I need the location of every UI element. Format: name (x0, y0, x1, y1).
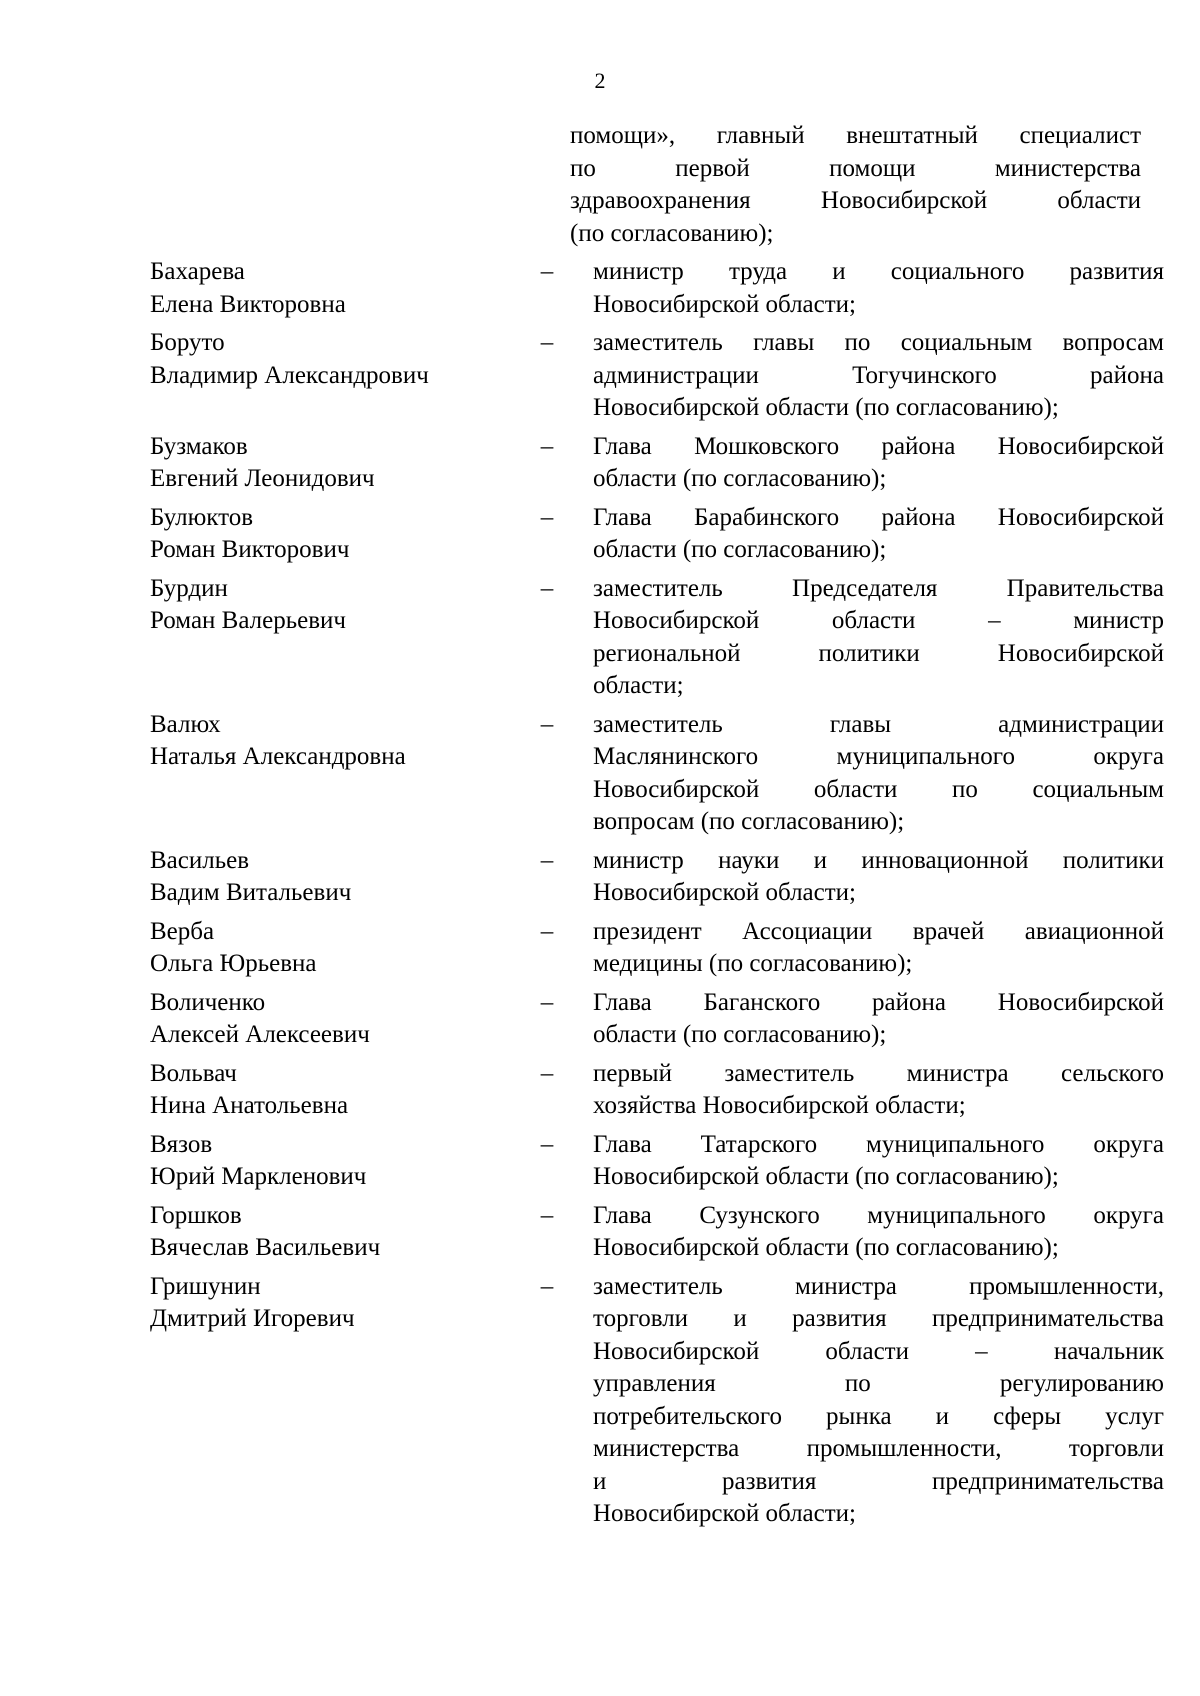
member-name (150, 573, 520, 638)
text-line: заместитель главы администрации (593, 710, 1164, 738)
dash-separator: – (540, 1201, 554, 1229)
text-line: медицины (по согласованию); (593, 950, 913, 977)
surname: Верба (150, 917, 215, 945)
list-item (150, 709, 1164, 839)
text-line: Новосибирской области (по согласованию); (593, 1234, 1059, 1261)
text-line: Новосибирской области по социальным (593, 775, 1164, 803)
list-item (150, 916, 1164, 981)
page-number: 2 (594, 68, 606, 93)
text-line: Новосибирской области (по согласованию); (593, 1163, 1059, 1190)
text-line: Глава Мошковского района Новосибирской (593, 432, 1164, 460)
member-position (593, 709, 1164, 839)
member-position (593, 327, 1164, 425)
given-names: Нина Анатольевна (150, 1092, 349, 1119)
surname: Гришунин (150, 1272, 261, 1300)
dash-separator: – (540, 846, 554, 874)
text-line: администрации Тогучинского района (593, 361, 1164, 389)
dash-separator: – (540, 574, 554, 602)
member-list (150, 120, 1164, 1537)
text-line: хозяйства Новосибирской области; (593, 1092, 966, 1119)
text-line: Глава Барабинского района Новосибирской (593, 503, 1164, 531)
member-name (150, 845, 520, 910)
text-line: области (по согласованию); (593, 465, 887, 492)
given-names: Наталья Александровна (150, 743, 406, 770)
member-name (150, 431, 520, 496)
member-name (150, 916, 520, 981)
text-line: области (по согласованию); (593, 1021, 887, 1048)
list-item (150, 1271, 1164, 1531)
text-line: торговли и развития предпринимательства (593, 1305, 1164, 1332)
member-name (150, 987, 520, 1052)
surname: Булюктов (150, 503, 254, 531)
dash-separator: – (540, 1059, 554, 1087)
surname: Бахарева (150, 258, 245, 285)
text-line: области (по согласованию); (593, 536, 887, 563)
surname: Горшков (150, 1201, 242, 1229)
surname: Васильев (150, 846, 250, 874)
surname: Бурдин (150, 574, 228, 602)
given-names: Елена Викторовна (150, 290, 346, 318)
text-line: первый заместитель министра сельского (593, 1059, 1164, 1087)
text-line: министр труда и социального развития (593, 258, 1164, 285)
member-position (593, 431, 1164, 496)
surname: Вязов (150, 1130, 213, 1158)
dash-separator: – (540, 1130, 554, 1158)
dash-separator: – (540, 917, 554, 945)
member-name (150, 1058, 520, 1123)
surname: Бузмаков (150, 432, 248, 460)
text-line: (по согласованию); (570, 219, 774, 247)
text-line: Новосибирской области (по согласованию); (593, 394, 1059, 421)
list-item (150, 327, 1164, 425)
list-item (150, 431, 1164, 496)
member-name (150, 1271, 520, 1336)
text-line: министерства промышленности, торговли (593, 1435, 1164, 1462)
given-names: Роман Викторович (150, 536, 350, 563)
list-item (150, 845, 1164, 910)
list-item (150, 256, 1164, 321)
text-line: помощи», главный внештатный специалист (570, 122, 1141, 149)
given-names: Юрий Маркленович (150, 1163, 367, 1190)
dash-separator: – (540, 710, 554, 738)
member-position (593, 1200, 1164, 1265)
given-names: Вадим Витальевич (150, 879, 352, 906)
text-line: управления по регулированию (593, 1370, 1164, 1397)
text-line: области; (593, 672, 684, 699)
member-position (593, 1271, 1164, 1531)
continuation-row (150, 120, 1144, 250)
text-line: Глава Сузунского муниципального округа (593, 1201, 1164, 1229)
text-line: Маслянинского муниципального округа (593, 743, 1164, 770)
dash-separator: – (540, 329, 554, 356)
member-name (150, 1200, 520, 1265)
dash-separator: – (540, 988, 554, 1016)
text-line: заместитель Председателя Правительства (593, 574, 1164, 602)
surname: Боруто (150, 329, 225, 356)
surname: Вольвач (150, 1059, 237, 1087)
text-line: Новосибирской области; (593, 1500, 857, 1527)
dash-separator: – (540, 1272, 554, 1300)
member-position (593, 573, 1164, 703)
dash-separator: – (540, 258, 554, 285)
text-line: по первой помощи министерства (570, 154, 1141, 182)
text-line: заместитель министра промышленности, (593, 1272, 1164, 1300)
member-name (150, 327, 520, 392)
list-item (150, 1200, 1164, 1265)
text-line: заместитель главы по социальным вопросам (593, 329, 1164, 356)
entries-container (150, 256, 1164, 1531)
member-position (593, 502, 1164, 567)
member-position (593, 987, 1164, 1052)
member-position (593, 1129, 1164, 1194)
member-position (593, 916, 1164, 981)
text-line: Новосибирской области – начальник (593, 1337, 1164, 1365)
member-name (150, 1129, 520, 1194)
text-line: Глава Баганского района Новосибирской (593, 988, 1164, 1016)
surname: Воличенко (150, 988, 266, 1016)
given-names: Алексей Алексеевич (150, 1021, 370, 1048)
text-line: и развития предпринимательства (593, 1467, 1164, 1495)
continuation-text (570, 120, 1141, 250)
list-item (150, 1129, 1164, 1194)
given-names: Евгений Леонидович (150, 465, 375, 492)
given-names: Роман Валерьевич (150, 607, 346, 634)
text-line: потребительского рынка и сферы услуг (593, 1402, 1164, 1430)
list-item (150, 1058, 1164, 1123)
member-position (593, 1058, 1164, 1123)
given-names: Дмитрий Игоревич (150, 1305, 355, 1332)
text-line: Новосибирской области – министр (593, 607, 1164, 634)
member-name (150, 256, 520, 321)
text-line: региональной политики Новосибирской (593, 639, 1164, 667)
given-names: Вячеслав Васильевич (150, 1234, 381, 1261)
text-line: Глава Татарского муниципального округа (593, 1130, 1164, 1158)
dash-separator: – (540, 432, 554, 460)
given-names: Ольга Юрьевна (150, 950, 317, 977)
text-line: здравоохранения Новосибирской области (570, 187, 1141, 214)
text-line: президент Ассоциации врачей авиационной (593, 917, 1164, 945)
member-name (150, 709, 520, 774)
member-name (150, 502, 520, 567)
text-line: министр науки и инновационной политики (593, 846, 1164, 874)
member-position (593, 256, 1164, 321)
member-position (593, 845, 1164, 910)
list-item (150, 987, 1164, 1052)
text-line: Новосибирской области; (593, 290, 857, 318)
text-line: вопросам (по согласованию); (593, 808, 905, 835)
surname: Валюх (150, 710, 221, 738)
list-item (150, 573, 1164, 703)
given-names: Владимир Александрович (150, 361, 429, 389)
list-item (150, 502, 1164, 567)
dash-separator: – (540, 503, 554, 531)
text-line: Новосибирской области; (593, 879, 857, 906)
